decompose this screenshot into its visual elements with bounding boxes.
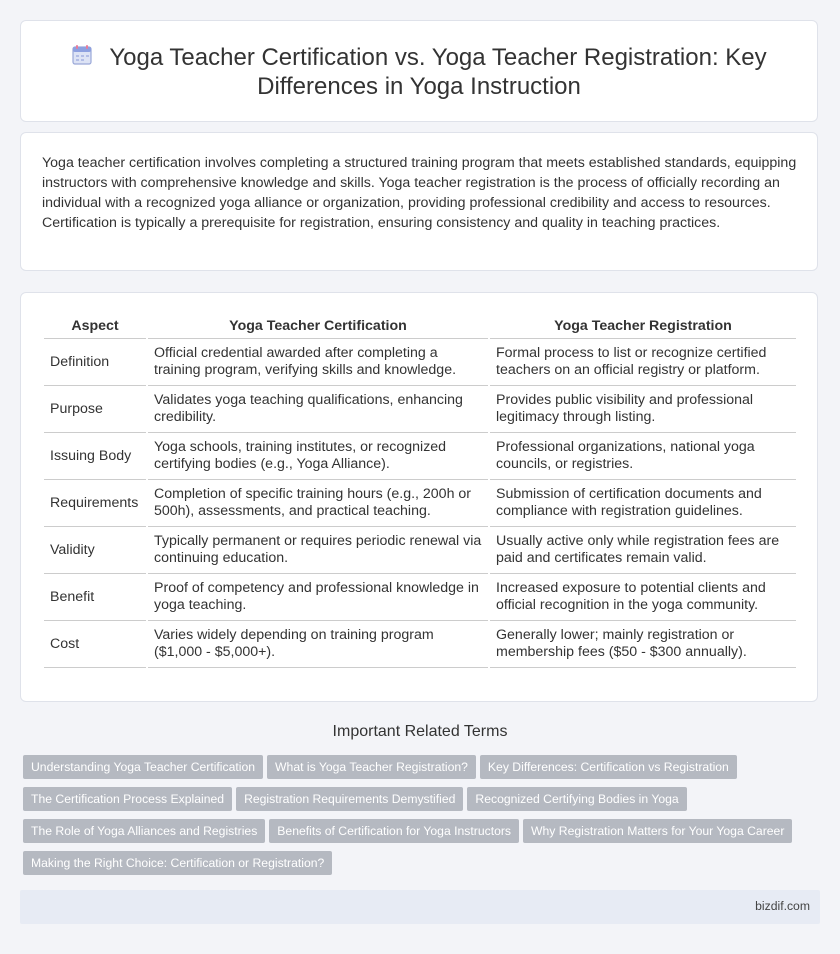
related-term-link[interactable]: Registration Requirements Demystified (236, 787, 463, 811)
comparison-card (20, 292, 818, 702)
table-row (44, 480, 796, 527)
footer-bar (20, 890, 820, 924)
registration-cell: Provides public visibility and professional legitimacy through listing. (490, 386, 796, 433)
related-terms-heading: Important Related Terms (332, 723, 508, 740)
registration-cell: Submission of certification documents and compliance with registration guidelines. (490, 480, 796, 527)
related-term-link[interactable]: Making the Right Choice: Certification or Registration? (23, 851, 332, 875)
related-term-link[interactable]: The Certification Process Explained (23, 787, 232, 811)
column-header-certification: Yoga Teacher Certification (148, 311, 488, 339)
footer-site-link[interactable]: bizdif.com (755, 899, 810, 913)
column-header-aspect: Aspect (44, 311, 146, 339)
related-term-link[interactable]: Recognized Certifying Bodies in Yoga (467, 787, 686, 811)
related-term-link[interactable]: Understanding Yoga Teacher Certification (23, 755, 263, 779)
registration-cell: Increased exposure to potential clients and official recognition in the yoga community. (490, 574, 796, 621)
table-row (44, 386, 796, 433)
page-title-text: Yoga Teacher Certification vs. Yoga Teacher Registration: Key Differences in Yoga Instruction (109, 44, 767, 100)
certification-cell: Varies widely depending on training program ($1,000 - $5,000+). (148, 621, 488, 668)
certification-cell: Official credential awarded after completing a training program, verifying skills and knowledge. (148, 339, 488, 386)
aspect-cell: Cost (44, 621, 146, 668)
calendar-icon (71, 44, 93, 66)
aspect-cell: Issuing Body (44, 433, 146, 480)
aspect-cell: Definition (44, 339, 146, 386)
registration-cell: Usually active only while registration fees are paid and certificates remain valid. (490, 527, 796, 574)
aspect-cell: Validity (44, 527, 146, 574)
intro-paragraph: Yoga teacher certification involves completing a structured training program that meets established standards, equipping instructors with comprehensive knowledge and skills. Yoga teacher registration is the process of officially recording an individual with a recognized yoga alliance or organization, providing professional credibility and access to resources. Certification is typically a prerequisite for registration, ensuring consistency and quality in teaching practices. (42, 155, 797, 231)
aspect-cell: Purpose (44, 386, 146, 433)
table-row (44, 433, 796, 480)
column-header-registration: Yoga Teacher Registration (490, 311, 796, 339)
aspect-cell: Benefit (44, 574, 146, 621)
related-term-link[interactable]: The Role of Yoga Alliances and Registries (23, 819, 265, 843)
registration-cell: Formal process to list or recognize certified teachers on an official registry or platform. (490, 339, 796, 386)
related-term-link[interactable]: Benefits of Certification for Yoga Instructors (269, 819, 519, 843)
page-title (21, 43, 817, 101)
table-row (44, 574, 796, 621)
certification-cell: Typically permanent or requires periodic renewal via continuing education. (148, 527, 488, 574)
certification-cell: Proof of competency and professional knowledge in yoga teaching. (148, 574, 488, 621)
related-terms-list (23, 755, 803, 883)
related-term-link[interactable]: Key Differences: Certification vs Registration (480, 755, 737, 779)
table-row (44, 339, 796, 386)
table-header-row (44, 311, 796, 339)
registration-cell: Professional organizations, national yoga councils, or registries. (490, 433, 796, 480)
registration-cell: Generally lower; mainly registration or membership fees ($50 - $300 annually). (490, 621, 796, 668)
certification-cell: Validates yoga teaching qualifications, enhancing credibility. (148, 386, 488, 433)
certification-cell: Yoga schools, training institutes, or recognized certifying bodies (e.g., Yoga Alliance). (148, 433, 488, 480)
intro-card (20, 132, 818, 271)
title-card (20, 20, 818, 122)
table-row (44, 621, 796, 668)
related-term-link[interactable]: Why Registration Matters for Your Yoga Career (523, 819, 792, 843)
table-row (44, 527, 796, 574)
related-term-link[interactable]: What is Yoga Teacher Registration? (267, 755, 476, 779)
comparison-table (42, 311, 798, 668)
certification-cell: Completion of specific training hours (e.g., 200h or 500h), assessments, and practical teaching. (148, 480, 488, 527)
aspect-cell: Requirements (44, 480, 146, 527)
